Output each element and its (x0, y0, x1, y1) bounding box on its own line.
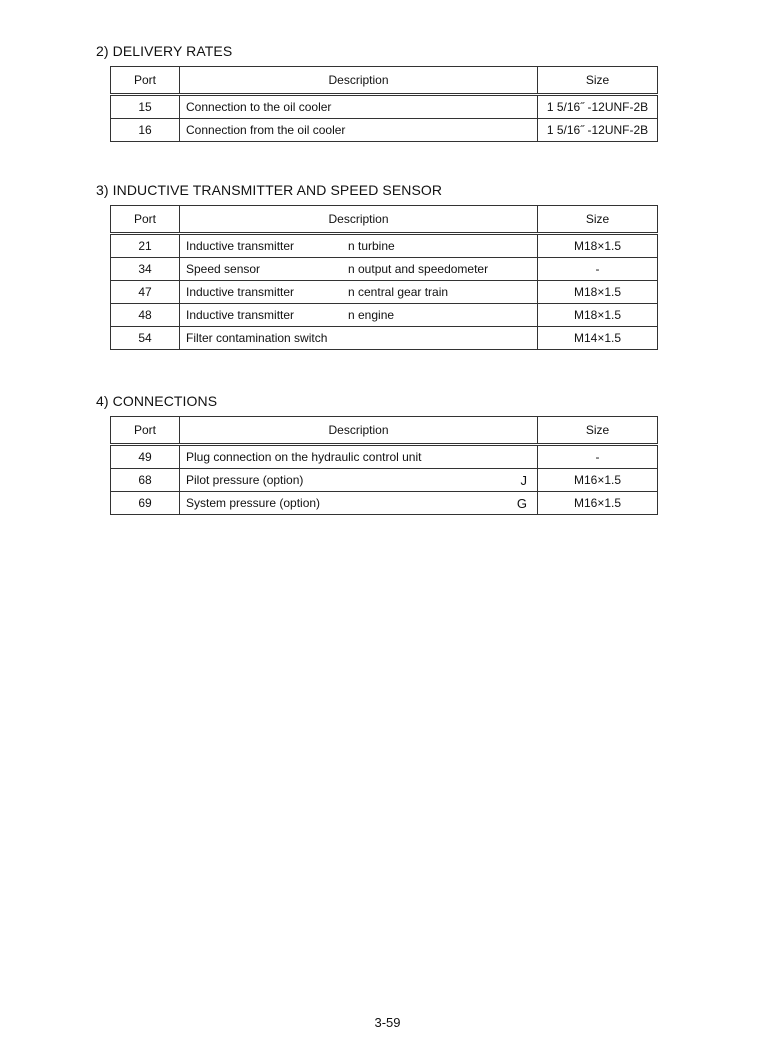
size-cell: M18×1.5 (538, 281, 658, 304)
description-cell: Filter contamination switch (180, 327, 538, 350)
delivery-rates-table (110, 66, 658, 142)
port-cell: 47 (111, 281, 180, 304)
table-row (111, 119, 658, 142)
port-cell: 48 (111, 304, 180, 327)
table-row (111, 95, 658, 119)
port-cell: 34 (111, 258, 180, 281)
description-cell (180, 469, 538, 492)
port-cell: 49 (111, 445, 180, 469)
pressure-code-label: G (516, 495, 527, 511)
port-cell: 54 (111, 327, 180, 350)
column-header-description: Description (180, 417, 538, 445)
table-header-row (111, 206, 658, 234)
section-heading-inductive-transmitter: 3) INDUCTIVE TRANSMITTER AND SPEED SENSOR (96, 182, 443, 198)
column-header-port: Port (111, 67, 180, 95)
description-cell (180, 258, 538, 281)
description-text: Inductive transmitter (186, 285, 295, 299)
port-cell: 15 (111, 95, 180, 119)
section-heading-delivery-rates: 2) DELIVERY RATES (96, 43, 233, 59)
description-cell: Plug connection on the hydraulic control unit (180, 445, 538, 469)
column-header-size: Size (538, 417, 658, 445)
pressure-code-label: J (520, 472, 527, 488)
table-row (111, 304, 658, 327)
description-cell: Connection from the oil cooler (180, 119, 538, 142)
table-row (111, 492, 658, 515)
table-row (111, 445, 658, 469)
table-header-row (111, 417, 658, 445)
description-text: Speed sensor (186, 262, 261, 276)
size-cell: - (538, 445, 658, 469)
port-cell: 68 (111, 469, 180, 492)
column-header-description: Description (180, 206, 538, 234)
column-header-port: Port (111, 206, 180, 234)
table-row (111, 281, 658, 304)
column-header-size: Size (538, 206, 658, 234)
column-header-size: Size (538, 67, 658, 95)
description-text: System pressure (option) (186, 495, 321, 510)
description-cell (180, 234, 538, 258)
table-header-row (111, 67, 658, 95)
description-cell (180, 492, 538, 515)
description-detail: n output and speedometer (348, 262, 489, 276)
description-detail: n engine (348, 308, 395, 322)
description-detail: n turbine (348, 239, 395, 253)
description-text: Inductive transmitter (186, 308, 295, 322)
description-detail: n central gear train (348, 285, 449, 299)
size-cell: M16×1.5 (538, 469, 658, 492)
inductive-transmitter-table (110, 205, 658, 350)
page-number: 3-59 (374, 1015, 401, 1030)
description-text: Inductive transmitter (186, 239, 295, 253)
section-heading-connections: 4) CONNECTIONS (96, 393, 218, 409)
size-cell: M18×1.5 (538, 234, 658, 258)
table-row (111, 327, 658, 350)
connections-table (110, 416, 658, 515)
size-cell: 1 5/16˝ -12UNF-2B (538, 95, 658, 119)
table-row (111, 234, 658, 258)
size-cell: 1 5/16˝ -12UNF-2B (538, 119, 658, 142)
column-header-description: Description (180, 67, 538, 95)
port-cell: 69 (111, 492, 180, 515)
size-cell: - (538, 258, 658, 281)
description-cell (180, 304, 538, 327)
size-cell: M18×1.5 (538, 304, 658, 327)
table-row (111, 258, 658, 281)
port-cell: 21 (111, 234, 180, 258)
description-cell (180, 281, 538, 304)
size-cell: M16×1.5 (538, 492, 658, 515)
description-text: Pilot pressure (option) (186, 472, 304, 487)
table-row (111, 469, 658, 492)
size-cell: M14×1.5 (538, 327, 658, 350)
port-cell: 16 (111, 119, 180, 142)
column-header-port: Port (111, 417, 180, 445)
description-cell: Connection to the oil cooler (180, 95, 538, 119)
